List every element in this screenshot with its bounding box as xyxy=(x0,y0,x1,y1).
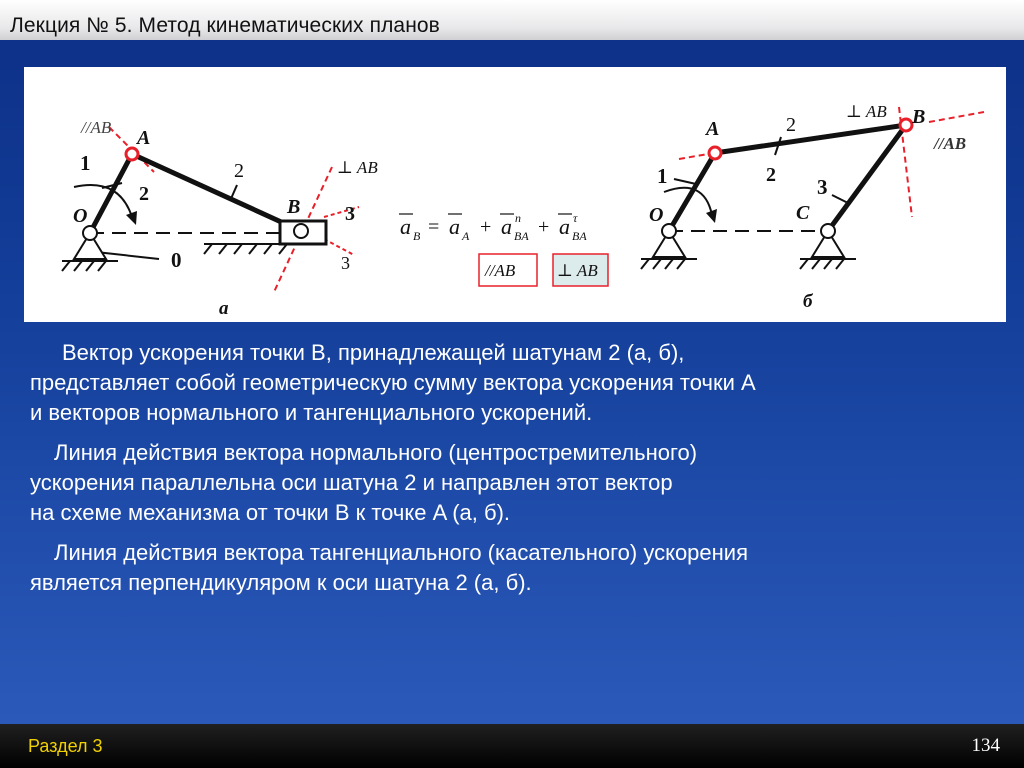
paragraph-1-line: и векторов нормального и тангенциального ускорений. xyxy=(30,400,593,425)
left-joint-a xyxy=(126,148,138,160)
formula-term-1: a xyxy=(449,214,460,239)
right-joint-a xyxy=(709,147,721,159)
formula-plus-1: + xyxy=(480,216,492,238)
paragraph-2-line: ускорения параллельна оси шатуна 2 и направлен этот вектор xyxy=(30,470,673,495)
formula-equals: = xyxy=(428,216,440,238)
formula-lhs-sub: B xyxy=(413,229,421,243)
left-rotation-arrowhead xyxy=(126,211,137,225)
left-caption: а xyxy=(219,298,229,319)
right-label-parallel: //AB xyxy=(934,134,967,153)
formula-box-perp-text: ⊥ AB xyxy=(557,261,598,280)
footer-bar xyxy=(0,724,1024,768)
right-label-link-2-top: 2 xyxy=(786,114,796,136)
right-crank-tick xyxy=(674,179,696,184)
left-label-o: O xyxy=(73,205,88,227)
page-title: Лекция № 5. Метод кинематических планов xyxy=(10,14,440,37)
right-label-o: O xyxy=(649,204,664,226)
paragraph-2-line: на схеме механизма от точки B к точке A (а, б). xyxy=(30,500,511,525)
left-joint-b xyxy=(294,224,308,238)
formula-term-2: a xyxy=(501,214,512,239)
page-number: 134 xyxy=(971,735,1000,756)
right-rod-ab xyxy=(715,125,906,153)
right-rocker-tick xyxy=(832,195,850,204)
paragraph-3-line: является перпендикуляром к оси шатуна 2 (а, б). xyxy=(30,570,532,595)
formula-term-1-sub: A xyxy=(462,229,470,243)
right-label-b: B xyxy=(912,106,926,128)
formula-term-2-sub: BA xyxy=(514,229,529,243)
paragraph-1-line: представляет собой геометрическую сумму вектора ускорения точки A xyxy=(30,370,756,395)
left-label-perp: ⊥ AB xyxy=(337,158,378,177)
left-guide-hatch xyxy=(204,244,287,254)
right-rocker-cb xyxy=(828,125,906,231)
section-label: Раздел 3 xyxy=(28,736,103,756)
left-rod-ab xyxy=(132,154,301,231)
left-label-link-2-near-a: 2 xyxy=(139,183,149,205)
right-label-link-3: 3 xyxy=(817,175,828,199)
formula-plus-2: + xyxy=(538,216,550,238)
formula-term-2-sup: n xyxy=(515,211,521,225)
right-parallel-line-b xyxy=(929,112,984,122)
paragraph-3-line: Линия действия вектора тангенциального (касательного) ускорения xyxy=(54,540,748,565)
left-joint-o xyxy=(83,226,97,240)
left-scheme xyxy=(62,118,378,319)
left-label-b: B xyxy=(287,196,301,218)
right-scheme xyxy=(641,102,984,312)
left-support-hatch xyxy=(62,261,106,271)
left-label-a: A xyxy=(137,127,151,149)
right-support-o-hatch xyxy=(641,259,685,269)
right-joint-o xyxy=(662,224,676,238)
right-joint-b xyxy=(900,119,912,131)
formula-term-3-sup: τ xyxy=(573,211,578,225)
left-label-parallel: //AB xyxy=(81,118,112,137)
paragraph-1 xyxy=(30,338,980,428)
left-label-slider-3-bottom: 3 xyxy=(341,253,350,273)
right-label-c: C xyxy=(796,202,810,224)
mechanism-figure xyxy=(24,67,1006,322)
left-label-link-2-mid: 2 xyxy=(234,160,244,182)
right-caption: б xyxy=(803,291,813,312)
right-label-link-1: 1 xyxy=(657,164,668,188)
right-label-perp: ⊥ AB xyxy=(846,102,887,121)
acceleration-formula xyxy=(399,211,608,286)
right-crank-oa xyxy=(669,153,715,231)
right-label-link-2-bottom: 2 xyxy=(766,164,776,186)
lecture-text xyxy=(30,338,980,608)
left-label-ground-0: 0 xyxy=(171,248,182,272)
right-rotation-arrowhead xyxy=(706,209,717,223)
paragraph-2-line: Линия действия вектора нормального (центростремительного) xyxy=(54,440,698,465)
paragraph-2 xyxy=(30,438,980,528)
formula-term-3: a xyxy=(559,214,570,239)
formula-lhs: a xyxy=(400,214,411,239)
formula-box-parallel-text: //AB xyxy=(485,261,516,280)
formula-term-3-sub: BA xyxy=(572,229,587,243)
paragraph-3 xyxy=(30,538,980,598)
right-label-a: A xyxy=(706,118,720,140)
left-crank-oa xyxy=(90,154,132,233)
paragraph-1-line: Вектор ускорения точки B, принадлежащей шатунам 2 (а, б), xyxy=(62,340,685,365)
title-bar xyxy=(0,0,1024,40)
left-label-link-1: 1 xyxy=(80,151,91,175)
left-label-slider-3-top: 3 xyxy=(345,203,355,225)
right-joint-c xyxy=(821,224,835,238)
mechanism-diagram xyxy=(24,67,1006,322)
right-support-c-hatch xyxy=(800,259,844,269)
